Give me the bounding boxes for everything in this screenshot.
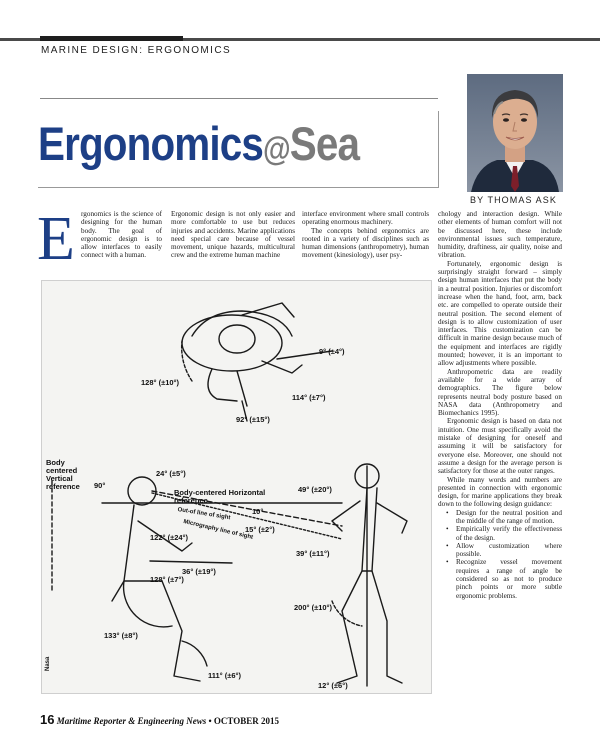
angle-label: 49° (±20°) bbox=[298, 485, 332, 494]
sightline-label: Micrography line of sight bbox=[182, 519, 254, 541]
column-4-paragraph-1: chology and interaction design. While other elements of human comfort will not be discussed here, these include environmental issues such temperature, humidity, draftiness, air quality, noise and vibration. bbox=[438, 210, 562, 260]
angle-label: 36° (±19°) bbox=[182, 567, 216, 576]
angle-label: 90° bbox=[94, 481, 106, 490]
angle-label: 10° bbox=[252, 507, 264, 516]
column-2-text: Ergonomic design is not only easier and more comfortable to use but reduces injuries and accidents. Marine applications need special care because of vessel movement, unique hazards, multicultural crew and the extreme human machine bbox=[171, 210, 295, 260]
title-part-sea: Sea bbox=[289, 117, 360, 170]
angle-label: 200° (±10°) bbox=[294, 603, 333, 612]
footer-separator: • bbox=[208, 716, 212, 726]
page-number: 16 bbox=[40, 712, 55, 727]
source-credit: Nasa bbox=[45, 656, 51, 671]
neutral-body-posture-figure bbox=[41, 280, 432, 694]
drop-cap: E bbox=[37, 205, 75, 273]
column-3-paragraph-2: The concepts behind ergonomics are rooted in a variety of disciplines such as human dimensions (anthropometry), human movement (kinesiology), user psy- bbox=[302, 226, 429, 260]
top-rule-accent bbox=[40, 36, 183, 41]
page-footer bbox=[40, 712, 279, 727]
angle-label: 128° (±7°) bbox=[150, 575, 184, 584]
column-3-paragraph-1: interface environment where small controls operating enormous machinery. bbox=[302, 210, 429, 227]
guidance-item: • Allow customization where possible. bbox=[446, 541, 562, 559]
article-column-4 bbox=[438, 210, 562, 600]
angle-label: 39° (±11°) bbox=[296, 549, 330, 558]
article-column-3 bbox=[302, 210, 429, 260]
guidance-item: • Empirically verify the effectiveness of the design. bbox=[446, 525, 562, 542]
guidance-item: • Design for the neutral position and the middle of the range of motion. bbox=[446, 508, 562, 525]
column-1-text: rgonomics is the science of designing for the human body. The goal of ergonomic design is to allow interfaces to easily connect with a human. bbox=[81, 210, 162, 260]
column-4-paragraph-5: While many words and numbers are presented in connection with ergonomic design, for marine applications they break down to the following design guidance: bbox=[438, 475, 562, 509]
reference-label: Body centered Vertical reference bbox=[46, 458, 80, 491]
angle-label: 111° (±6°) bbox=[208, 671, 242, 680]
angle-label: 15° (±2°) bbox=[245, 525, 275, 534]
column-4-paragraph-4: Ergonomic design is based on data not intuition. One must specifically avoid the mistake of designing for oneself and assuming it will be satisfactory for everyone else. Moreover, one should not assume a design for the average person is satisfactory for those at the outer ranges. bbox=[438, 417, 562, 476]
title-part-ergonomics: Ergonomics bbox=[38, 117, 263, 170]
bullet-icon: • bbox=[446, 558, 449, 567]
article-title bbox=[38, 117, 360, 170]
bullet-icon: • bbox=[446, 541, 449, 550]
reference-label: Body-centered Horizontal reference bbox=[174, 488, 266, 505]
angle-label: 92° (±15°) bbox=[236, 415, 270, 424]
angle-label: 24° (±5°) bbox=[156, 469, 186, 478]
byline: BY THOMAS ASK bbox=[470, 195, 557, 205]
column-4-paragraph-2: Fortunately, ergonomic design is surprisingly straight forward – simply design human interfaces that put the body in a neutral position. Injuries or discomfort increase when the hand, foot, arm, back etc. are compelled to operate outside their neutral position. The second element of design is to allow customization of user interfaces. This customization can be difficult in marine design because much of the equipment and interfaces are rigidly mounted; however, it is an important to allow adjustments where possible. bbox=[438, 259, 562, 368]
angle-label: 122° (±24°) bbox=[150, 533, 189, 542]
angle-label: 9° (±4°) bbox=[319, 347, 345, 356]
angle-label: 133° (±8°) bbox=[104, 631, 138, 640]
article-column-1 bbox=[40, 210, 162, 260]
section-label: MARINE DESIGN: ERGONOMICS bbox=[41, 45, 232, 56]
header-divider bbox=[40, 98, 438, 99]
angle-label: 128° (±10°) bbox=[141, 378, 180, 387]
sightline-label: Out-of line of sight bbox=[177, 507, 231, 522]
bullet-icon: • bbox=[446, 525, 449, 534]
column-4-paragraph-3: Anthropometric data are readily available for a wide array of demographics. The figure below represents neutral body posture based on NASA data (Anthropometry and Biomechanics 1995). bbox=[438, 367, 562, 418]
article-column-2 bbox=[171, 210, 295, 260]
guidance-item: • Recognize vessel movement requires a range of angle be considered so as not to produce pinch points or more subtle ergonomic problems. bbox=[446, 558, 562, 600]
bullet-icon: • bbox=[446, 508, 449, 517]
issue-date: OCTOBER 2015 bbox=[213, 716, 279, 726]
author-photo bbox=[467, 74, 563, 192]
guidance-list bbox=[438, 509, 562, 600]
angle-label: 12° (±6°) bbox=[318, 681, 348, 690]
publication-name: Maritime Reporter & Engineering News bbox=[56, 716, 207, 726]
angle-label: 114° (±7°) bbox=[292, 393, 326, 402]
title-at-sign: @ bbox=[262, 130, 290, 167]
